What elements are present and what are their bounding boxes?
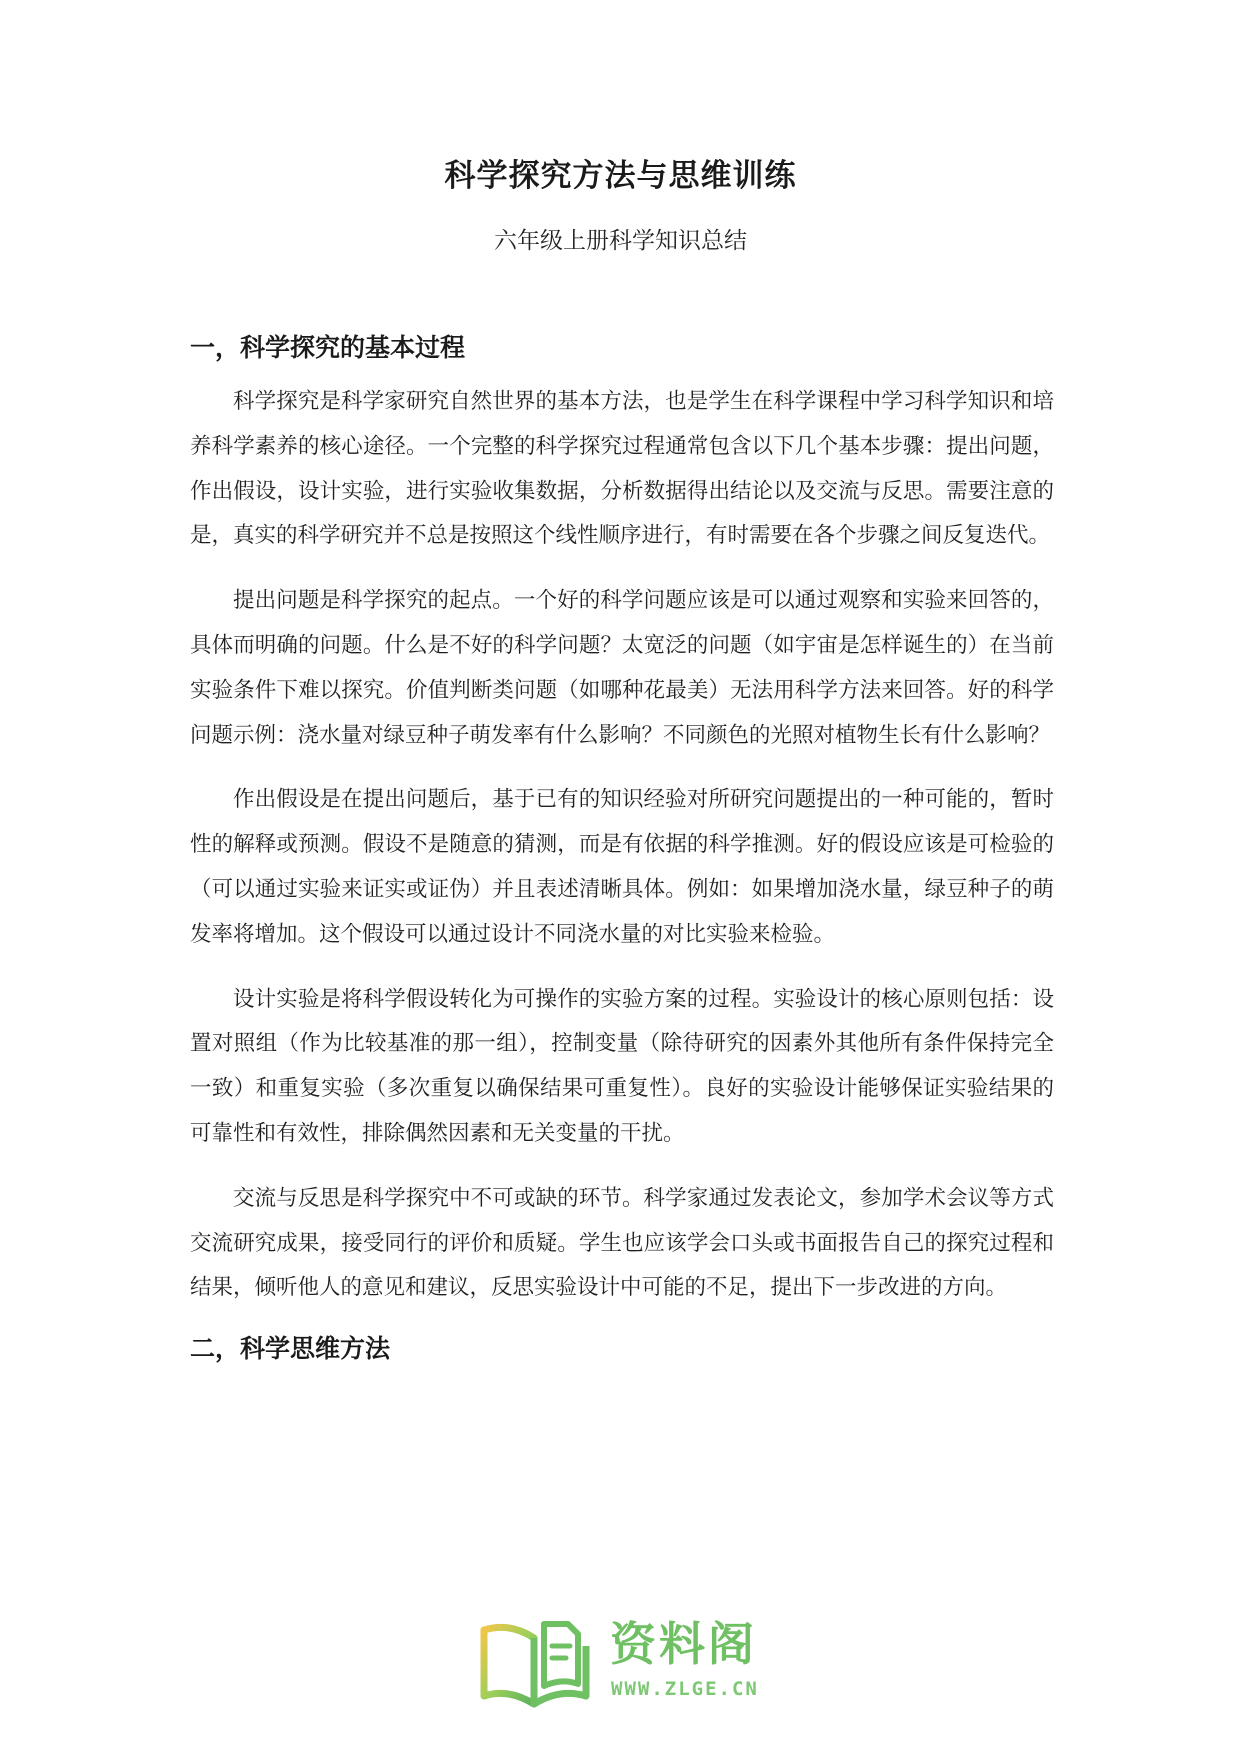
watermark-name: 资料阁 <box>610 1617 757 1671</box>
open-book-logo-icon <box>478 1612 600 1710</box>
paragraph: 交流与反思是科学探究中不可或缺的环节。科学家通过发表论文，参加学术会议等方式交流研究成果，接受同行的评价和质疑。学生也应该学会口头或书面报告自己的探究过程和结果，倾听他人的意见和建议，反思实验设计中可能的不足，提出下一步改进的方向。 <box>190 1185 1054 1301</box>
section-scientific-thinking <box>190 1331 1054 1367</box>
paragraph: 作出假设是在提出问题后，基于已有的知识经验对所研究问题提出的一种可能的，暂时性的解释或预测。假设不是随意的猜测，而是有依据的科学推测。好的假设应该是可检验的（可以通过实验来证实或证伪）并且表述清晰具体。例如：如果增加浇水量，绿豆种子的萌发率将增加。这个假设可以通过设计不同浇水量的对比实验来检验。 <box>190 787 1054 947</box>
watermark-url: WWW.ZLGE.CN <box>611 1678 759 1700</box>
document-body <box>190 330 1054 1381</box>
watermark-logo <box>478 1612 778 1712</box>
paragraph: 设计实验是将科学假设转化为可操作的实验方案的过程。实验设计的核心原则包括：设置对照组（作为比较基准的那一组），控制变量（除待研究的因素外其他所有条件保持完全一致）和重复实验（多次重复以确保结果可重复性）。良好的实验设计能够保证实验结果的可靠性和有效性，排除偶然因素和无关变量的干扰。 <box>190 986 1054 1146</box>
document-title: 科学探究方法与思维训练 <box>444 158 797 194</box>
paragraph: 科学探究是科学家研究自然世界的基本方法，也是学生在科学课程中学习科学知识和培养科学素养的核心途径。一个完整的科学探究过程通常包含以下几个基本步骤：提出问题，作出假设，设计实验，进行实验收集数据，分析数据得出结论以及交流与反思。需要注意的是，真实的科学研究并不总是按照这个线性顺序进行，有时需要在各个步骤之间反复迭代。 <box>190 389 1054 549</box>
paragraph: 提出问题是科学探究的起点。一个好的科学问题应该是可以通过观察和实验来回答的，具体而明确的问题。什么是不好的科学问题？太宽泛的问题（如宇宙是怎样诞生的）在当前实验条件下难以探究。价值判断类问题（如哪种花最美）无法用科学方法来回答。好的科学问题示例：浇水量对绿豆种子萌发率有什么影响？不同颜色的光照对植物生长有什么影响？ <box>190 588 1054 748</box>
section-heading: 二，科学思维方法 <box>190 1334 391 1364</box>
document-subtitle: 六年级上册科学知识总结 <box>494 228 747 254</box>
section-heading: 一，科学探究的基本过程 <box>190 333 466 362</box>
section-scientific-inquiry <box>190 330 1054 1311</box>
